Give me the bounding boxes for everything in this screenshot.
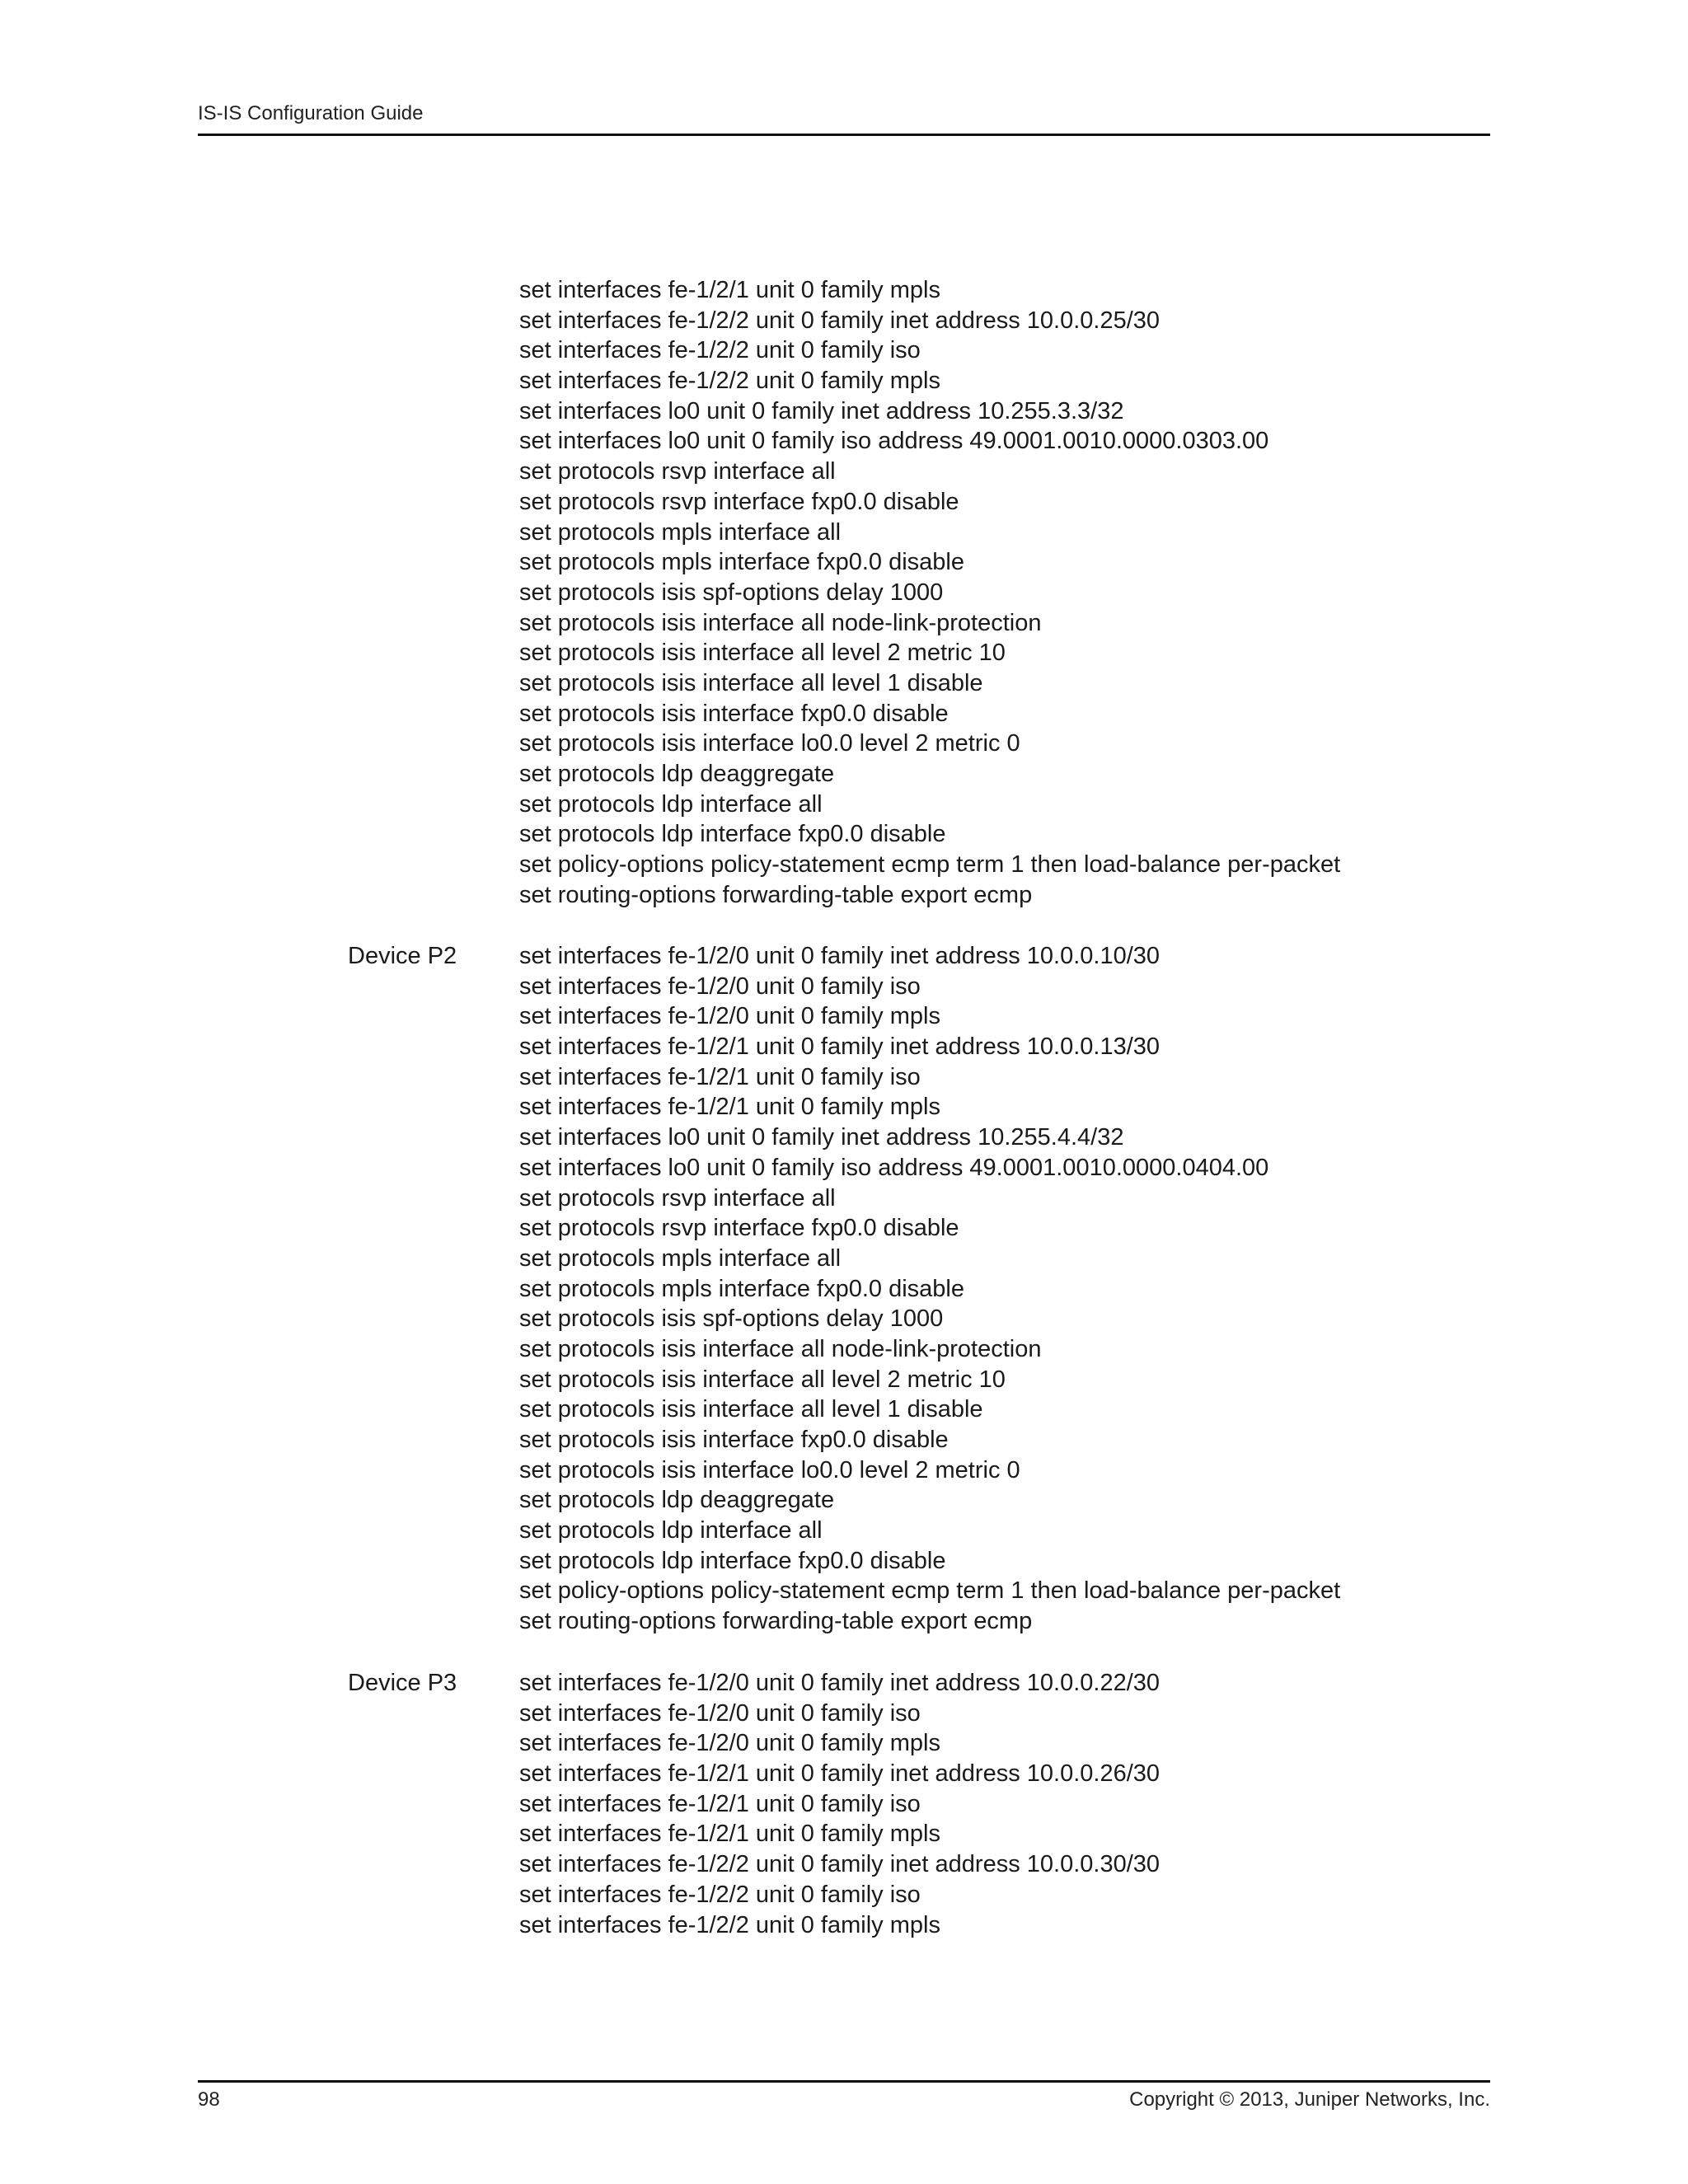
header-divider xyxy=(198,134,1490,136)
command-line: set routing-options forwarding-table export ecmp xyxy=(519,1608,1033,1635)
command-line: set policy-options policy-statement ecmp term 1 then load-balance per-packet xyxy=(519,851,1341,879)
command-line: set protocols rsvp interface all xyxy=(519,458,836,485)
command-line: set protocols isis interface all level 1 disable xyxy=(519,669,983,696)
command-line: set protocols ldp deaggregate xyxy=(519,761,835,787)
command-line: set protocols mpls interface all xyxy=(519,518,842,546)
command-line: set protocols rsvp interface all xyxy=(519,1184,836,1212)
command-line: set interfaces fe-1/2/2 unit 0 family iso xyxy=(519,1881,921,1908)
command-line: set protocols isis interface fxp0.0 disable xyxy=(519,700,949,727)
command-line: set protocols ldp interface fxp0.0 disable xyxy=(519,821,946,848)
command-line: set protocols rsvp interface fxp0.0 disable xyxy=(519,488,959,515)
command-line: set interfaces lo0 unit 0 family iso address 49.0001.0010.0000.0303.00 xyxy=(519,428,1269,455)
command-line: set interfaces fe-1/2/0 unit 0 family mpls xyxy=(519,1730,940,1757)
copyright-notice: Copyright © 2013, Juniper Networks, Inc. xyxy=(1129,2088,1490,2111)
command-line: set policy-options policy-statement ecmp term 1 then load-balance per-packet xyxy=(519,1577,1341,1605)
command-list xyxy=(519,275,1340,910)
command-line: set protocols mpls interface all xyxy=(519,1244,842,1272)
command-line: set interfaces fe-1/2/2 unit 0 family iso xyxy=(519,337,921,364)
command-line: set protocols isis interface lo0.0 level 2 metric 0 xyxy=(519,730,1020,757)
command-line: set interfaces fe-1/2/0 unit 0 family mpls xyxy=(519,1003,940,1030)
command-line: set protocols ldp deaggregate xyxy=(519,1487,835,1514)
command-line: set protocols isis interface fxp0.0 disable xyxy=(519,1427,949,1453)
command-line: set interfaces fe-1/2/1 unit 0 family inet address 10.0.0.13/30 xyxy=(519,1033,1160,1061)
command-line: set interfaces fe-1/2/1 unit 0 family iso xyxy=(519,1790,921,1817)
command-line: set interfaces lo0 unit 0 family inet address 10.255.3.3/32 xyxy=(519,397,1124,424)
command-line: set protocols mpls interface fxp0.0 disable xyxy=(519,549,964,576)
command-line: set interfaces fe-1/2/0 unit 0 family iso xyxy=(519,972,921,1000)
command-line: set routing-options forwarding-table export ecmp xyxy=(519,881,1033,908)
command-line: set protocols isis interface all level 2 metric 10 xyxy=(519,640,1006,667)
command-line: set interfaces fe-1/2/1 unit 0 family mpls xyxy=(519,1821,940,1848)
command-line: set interfaces fe-1/2/2 unit 0 family inet address 10.0.0.25/30 xyxy=(519,307,1160,334)
command-line: set interfaces fe-1/2/1 unit 0 family mpls xyxy=(519,1094,940,1121)
device-label: Device P2 xyxy=(348,943,457,969)
command-line: set interfaces fe-1/2/2 unit 0 family mpls xyxy=(519,1911,940,1938)
page-number: 98 xyxy=(198,2088,220,2111)
device-label: Device P3 xyxy=(348,1670,457,1696)
command-line: set interfaces lo0 unit 0 family inet address 10.255.4.4/32 xyxy=(519,1124,1124,1151)
command-line: set protocols ldp interface all xyxy=(519,790,823,818)
command-line: set protocols isis spf-options delay 1000 xyxy=(519,1305,944,1333)
command-line: set protocols isis interface all node-link-protection xyxy=(519,609,1042,636)
command-line: set interfaces fe-1/2/2 unit 0 family mpls xyxy=(519,368,940,395)
command-list xyxy=(519,941,1340,1637)
command-line: set interfaces lo0 unit 0 family iso address 49.0001.0010.0000.0404.00 xyxy=(519,1154,1269,1181)
command-line: set interfaces fe-1/2/0 unit 0 family iso xyxy=(519,1699,921,1727)
command-list xyxy=(519,1668,1160,1940)
command-line: set interfaces fe-1/2/0 unit 0 family inet address 10.0.0.10/30 xyxy=(519,943,1160,969)
command-line: set protocols ldp interface fxp0.0 disable xyxy=(519,1547,946,1574)
command-line: set interfaces fe-1/2/0 unit 0 family inet address 10.0.0.22/30 xyxy=(519,1670,1160,1696)
command-line: set protocols mpls interface fxp0.0 disable xyxy=(519,1275,964,1302)
running-header-title: IS-IS Configuration Guide xyxy=(198,102,424,124)
command-line: set interfaces fe-1/2/1 unit 0 family mpls xyxy=(519,277,940,303)
command-line: set protocols rsvp interface fxp0.0 disable xyxy=(519,1215,959,1242)
command-line: set protocols isis interface lo0.0 level 2 metric 0 xyxy=(519,1456,1020,1483)
command-line: set protocols isis interface all node-link-protection xyxy=(519,1335,1042,1362)
command-line: set protocols ldp interface all xyxy=(519,1517,823,1544)
command-line: set interfaces fe-1/2/2 unit 0 family inet address 10.0.0.30/30 xyxy=(519,1851,1160,1878)
command-line: set protocols isis interface all level 1 disable xyxy=(519,1396,983,1423)
command-line: set interfaces fe-1/2/1 unit 0 family inet address 10.0.0.26/30 xyxy=(519,1760,1160,1788)
command-line: set interfaces fe-1/2/1 unit 0 family iso xyxy=(519,1063,921,1090)
footer-divider xyxy=(198,2080,1490,2083)
command-line: set protocols isis interface all level 2 metric 10 xyxy=(519,1366,1006,1393)
command-line: set protocols isis spf-options delay 1000 xyxy=(519,579,944,606)
